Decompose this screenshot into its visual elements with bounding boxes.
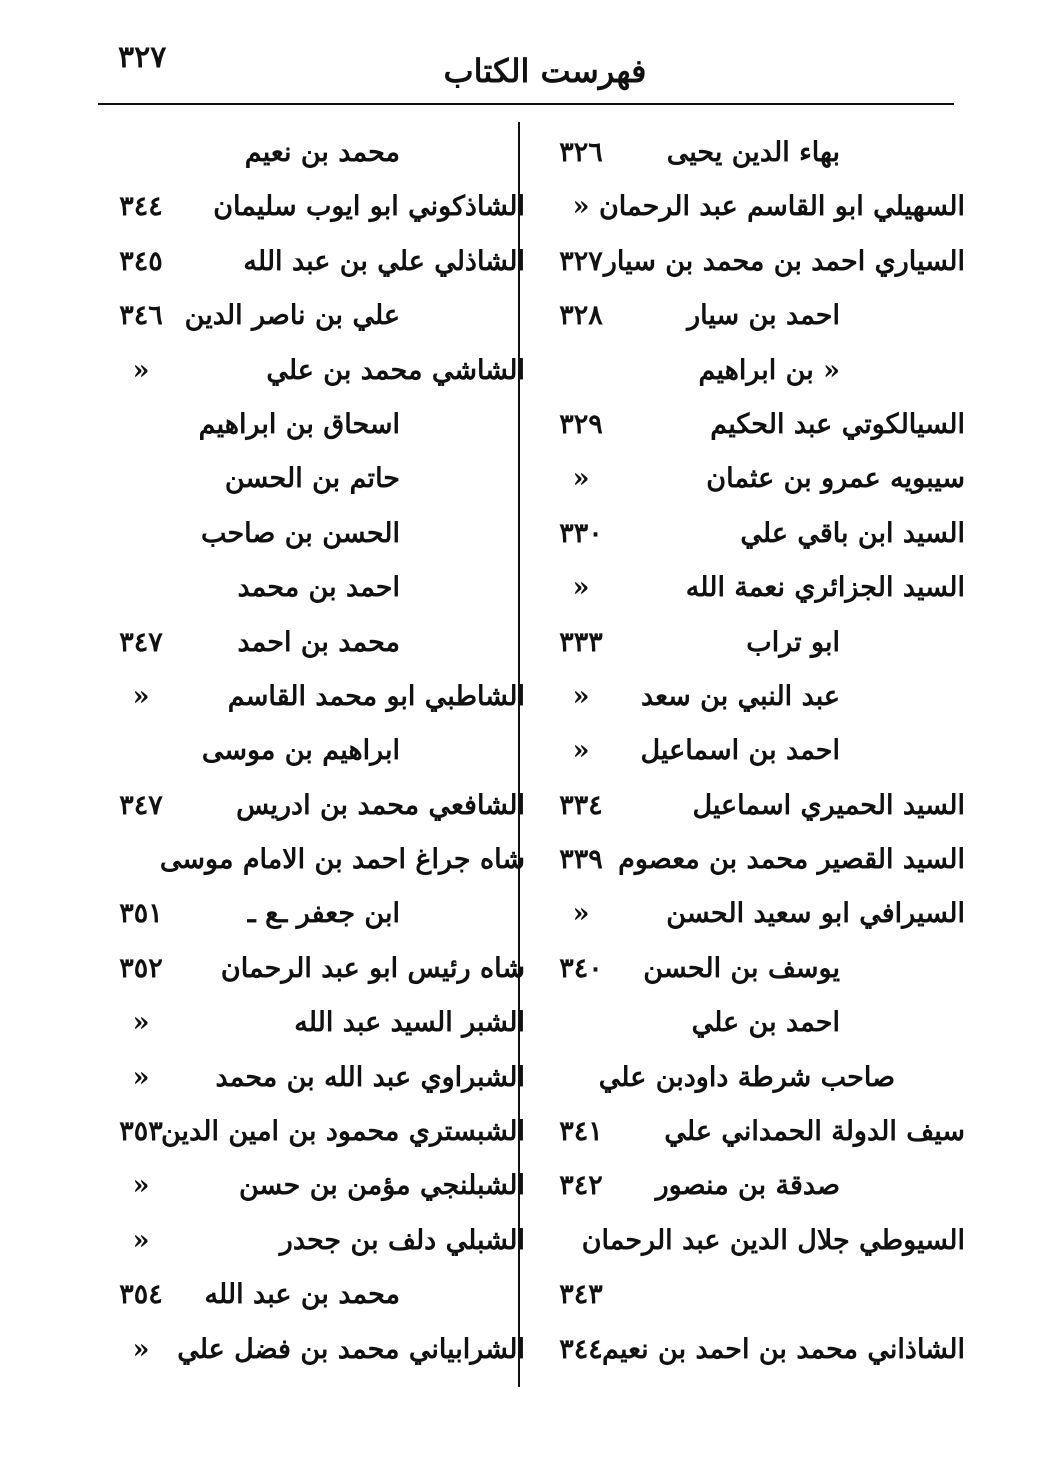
index-entry xyxy=(105,1215,525,1269)
entry-name: الشاذلي علي بن عبد الله xyxy=(243,245,525,277)
index-entry xyxy=(545,617,965,671)
entry-name: احمد بن محمد xyxy=(237,572,400,604)
entry-name: احمد بن علي xyxy=(691,1007,840,1039)
index-entry xyxy=(105,1160,525,1214)
entry-page-number: ٣٤٥ xyxy=(119,245,163,277)
entry-page-number: ٣٣٤ xyxy=(559,789,603,821)
index-entry xyxy=(545,671,965,725)
entry-name: احمد بن سيار xyxy=(687,300,840,332)
entry-name: السيد الحميري اسماعيل xyxy=(692,789,965,821)
index-entry xyxy=(545,290,965,344)
entry-page-number: « xyxy=(132,1007,150,1039)
index-entry xyxy=(545,345,965,399)
entry-page-number: ٣٢٩ xyxy=(559,408,603,440)
entry-page-number: « xyxy=(572,898,590,930)
entry-name: السهيلي ابو القاسم عبد الرحمان xyxy=(598,191,965,223)
entry-name: السياري احمد بن محمد بن سيار xyxy=(603,245,965,277)
entry-page-number: ٣٣٣ xyxy=(559,626,603,658)
index-entry xyxy=(545,1324,965,1378)
index-entry xyxy=(545,453,965,507)
index-entry xyxy=(105,997,525,1051)
index-entry xyxy=(105,1052,525,1106)
index-entry xyxy=(545,943,965,997)
index-entry xyxy=(545,834,965,888)
page-number: ٣٢٧ xyxy=(118,40,167,75)
index-entry xyxy=(105,888,525,942)
index-entry xyxy=(545,888,965,942)
entry-page-number: ٣٤٧ xyxy=(119,626,163,658)
entry-page-number: « xyxy=(572,463,590,495)
entry-name: يوسف بن الحسن xyxy=(643,952,840,984)
entry-page-number: ٣٤١ xyxy=(559,1116,603,1148)
entry-page-number: ٣٤٢ xyxy=(559,1170,603,1202)
index-entry xyxy=(105,1106,525,1160)
entry-page-number: ٣٤٦ xyxy=(119,300,163,332)
entry-page-number: ٣٥٣ xyxy=(119,1116,163,1148)
entry-name: الشرابياني محمد بن فضل علي xyxy=(177,1333,525,1365)
index-entry xyxy=(105,399,525,453)
entry-name: الشبلي دلف بن جحدر xyxy=(279,1224,525,1256)
entry-name: الشبر السيد عبد الله xyxy=(294,1007,525,1039)
entry-name: السيد ابن باقي علي xyxy=(740,517,965,549)
entry-name: محمد بن احمد xyxy=(237,626,400,658)
index-entry xyxy=(105,181,525,235)
index-entry xyxy=(105,943,525,997)
index-entry xyxy=(545,399,965,453)
entry-page-number: « xyxy=(572,191,590,223)
index-entry xyxy=(545,1106,965,1160)
entry-name: حاتم بن الحسن xyxy=(224,463,400,495)
entry-name: السيرافي ابو سعيد الحسن xyxy=(666,898,965,930)
entry-name: صاحب شرطة داودبن علي xyxy=(598,1061,895,1093)
index-entry xyxy=(105,671,525,725)
index-entry xyxy=(545,1269,965,1323)
entry-name: « بن ابراهيم xyxy=(698,354,840,386)
index-entry xyxy=(105,236,525,290)
page-title: فهرست الكتاب xyxy=(443,52,647,90)
index-entry xyxy=(105,617,525,671)
entry-name: السيالكوتي عبد الحكيم xyxy=(710,408,965,440)
header-rule xyxy=(98,103,954,105)
index-entry xyxy=(105,562,525,616)
entry-page-number: « xyxy=(132,1333,150,1365)
entry-name: عبد النبي بن سعد xyxy=(640,680,840,712)
index-entry xyxy=(545,1160,965,1214)
entry-page-number: « xyxy=(572,680,590,712)
entry-name: ابن جعفر ـع ـ xyxy=(247,898,400,930)
index-entry xyxy=(545,562,965,616)
entry-name: ابو تراب xyxy=(746,626,840,658)
entry-page-number: ٣٣٩ xyxy=(559,844,603,876)
entry-name: اسحاق بن ابراهيم xyxy=(198,408,400,440)
index-entry xyxy=(105,127,525,181)
index-entry xyxy=(105,1269,525,1323)
entry-name: علي بن ناصر الدين xyxy=(184,300,400,332)
entry-name: الشبراوي عبد الله بن محمد xyxy=(215,1061,525,1093)
entry-name: محمد بن عبد الله xyxy=(204,1279,400,1311)
index-entry xyxy=(105,508,525,562)
entry-page-number: ٣٤٧ xyxy=(119,789,163,821)
index-entry xyxy=(545,780,965,834)
entry-name: احمد بن اسماعيل xyxy=(640,735,840,767)
entry-name: الشبستري محمود بن امين الدين xyxy=(161,1116,525,1148)
entry-page-number: « xyxy=(132,1170,150,1202)
index-entry xyxy=(105,290,525,344)
entry-name: محمد بن نعيم xyxy=(244,137,400,168)
entry-page-number: ٣٤٣ xyxy=(559,1279,603,1311)
entry-name: شاه جراغ احمد بن الامام موسى xyxy=(159,844,525,876)
entry-name: الشاذاني محمد بن احمد بن نعيم xyxy=(601,1333,965,1365)
index-entry xyxy=(545,1052,965,1106)
index-entry xyxy=(545,997,965,1051)
entry-page-number: « xyxy=(132,354,150,386)
entry-page-number: « xyxy=(572,572,590,604)
entry-page-number: ٣٥٤ xyxy=(119,1279,163,1311)
entry-name: سيف الدولة الحمداني علي xyxy=(664,1116,965,1148)
index-entry xyxy=(105,780,525,834)
entry-name: الشاذكوني ابو ايوب سليمان xyxy=(213,191,525,223)
entry-name: الشافعي محمد بن ادريس xyxy=(236,789,525,821)
entry-name: شاه رئيس ابو عبد الرحمان xyxy=(220,952,525,984)
index-entry xyxy=(545,127,965,181)
entry-page-number: « xyxy=(132,1224,150,1256)
entry-name: الشبلنجي مؤمن بن حسن xyxy=(238,1170,525,1202)
entry-page-number: ٣٤٠ xyxy=(559,952,603,984)
index-entry xyxy=(545,508,965,562)
entry-page-number: « xyxy=(132,680,150,712)
entry-name: ابراهيم بن موسى xyxy=(201,735,400,767)
index-entry xyxy=(105,453,525,507)
entry-name: صدقة بن منصور xyxy=(655,1170,840,1202)
entry-page-number: ٣٢٦ xyxy=(559,137,603,168)
entry-page-number: « xyxy=(132,1061,150,1093)
entry-page-number: ٣٢٨ xyxy=(559,300,603,332)
entry-name: الحسن بن صاحب xyxy=(200,517,400,549)
entry-name: بهاء الدين يحيى xyxy=(666,137,840,168)
entry-name: سيبويه عمرو بن عثمان xyxy=(706,463,965,495)
index-entry xyxy=(105,834,525,888)
entry-page-number: ٣٤٤ xyxy=(119,191,163,223)
entry-name: الشاشي محمد بن علي xyxy=(266,354,525,386)
index-entry xyxy=(545,725,965,779)
index-entry xyxy=(545,1215,965,1269)
entry-name: الشاطبي ابو محمد القاسم xyxy=(227,680,525,712)
index-entry xyxy=(105,345,525,399)
entry-name: السيد القصير محمد بن معصوم xyxy=(618,844,965,876)
index-entry xyxy=(105,725,525,779)
entry-name: السيد الجزائري نعمة الله xyxy=(685,572,965,604)
entry-page-number: ٣٣٠ xyxy=(559,517,603,549)
entry-page-number: ٣٢٧ xyxy=(559,245,603,277)
entry-page-number: « xyxy=(572,735,590,767)
index-column-right xyxy=(545,127,965,1378)
index-entry xyxy=(545,181,965,235)
entry-page-number: ٣٥٢ xyxy=(119,952,163,984)
entry-name: السيوطي جلال الدين عبد الرحمان xyxy=(581,1224,965,1256)
entry-page-number: ٣٤٤ xyxy=(559,1333,603,1365)
index-entry xyxy=(105,1324,525,1378)
entry-page-number: ٣٥١ xyxy=(119,898,163,930)
index-column-left xyxy=(105,127,525,1378)
index-entry xyxy=(545,236,965,290)
